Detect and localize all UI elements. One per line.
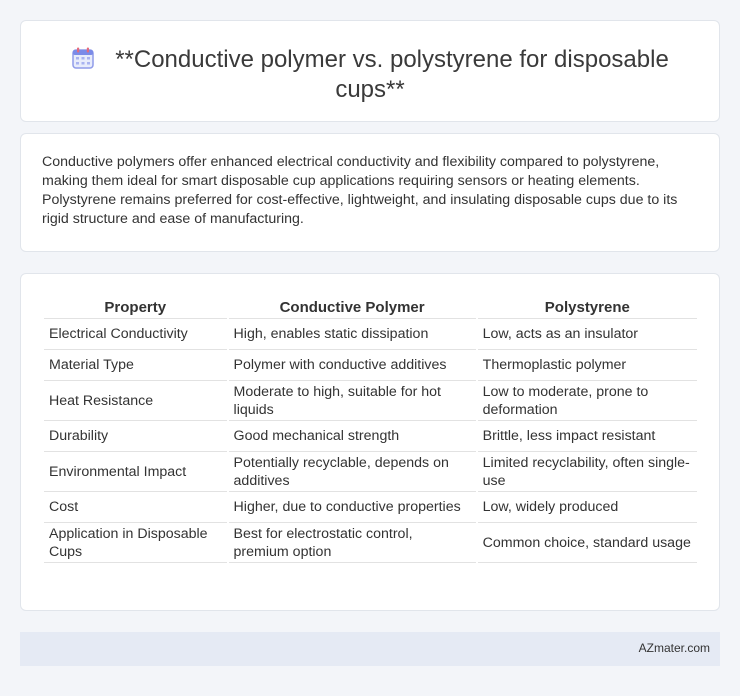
summary-text: Conductive polymers offer enhanced electrical conductivity and flexibility compared to polystyrene, making them ideal for smart disposable cup applications requiring sensors or heating elements. Polystyrene remains preferred for cost-effective, lightweight, and insulating disposable cups due to its rigid structure and ease of manufacturing. — [42, 154, 678, 227]
table-row — [44, 350, 697, 381]
table-row — [44, 452, 697, 492]
table-cell: Cost — [44, 492, 227, 523]
page-title: **Conductive polymer vs. polystyrene for disposable cups** — [115, 46, 669, 103]
table-cell: Common choice, standard usage — [478, 523, 697, 563]
table-cell: Brittle, less impact resistant — [478, 421, 697, 452]
table-row — [44, 421, 697, 452]
footer-bar — [20, 632, 720, 666]
table-cell: Electrical Conductivity — [44, 319, 227, 350]
table-cell: Application in Disposable Cups — [44, 523, 227, 563]
table-cell: Best for electrostatic control, premium option — [229, 523, 476, 563]
table-cell: Moderate to high, suitable for hot liquids — [229, 381, 476, 421]
table-row — [44, 319, 697, 350]
table-cell: Low to moderate, prone to deformation — [478, 381, 697, 421]
table-cell: Polymer with conductive additives — [229, 350, 476, 381]
summary-card — [20, 133, 720, 252]
column-header-polystyrene: Polystyrene — [478, 294, 697, 319]
table-cell: Good mechanical strength — [229, 421, 476, 452]
table-cell: Thermoplastic polymer — [478, 350, 697, 381]
table-cell: Heat Resistance — [44, 381, 227, 421]
table-row — [44, 381, 697, 421]
calendar-icon — [71, 46, 95, 70]
table-row — [44, 523, 697, 563]
column-header-conductive-polymer: Conductive Polymer — [229, 294, 476, 319]
page-title-wrap — [21, 45, 719, 105]
table-header-row — [44, 294, 697, 319]
table-cell: Limited recyclability, often single-use — [478, 452, 697, 492]
comparison-table — [42, 294, 699, 563]
table-cell: Low, acts as an insulator — [478, 319, 697, 350]
table-cell: Low, widely produced — [478, 492, 697, 523]
table-cell: Higher, due to conductive properties — [229, 492, 476, 523]
table-cell: Durability — [44, 421, 227, 452]
table-row — [44, 492, 697, 523]
table-cell: Material Type — [44, 350, 227, 381]
column-header-property: Property — [44, 294, 227, 319]
table-cell: Potentially recyclable, depends on additives — [229, 452, 476, 492]
footer-brand-link[interactable]: AZmater.com — [638, 641, 710, 655]
comparison-table-card — [20, 273, 720, 611]
table-cell: High, enables static dissipation — [229, 319, 476, 350]
table-cell: Environmental Impact — [44, 452, 227, 492]
title-card — [20, 20, 720, 122]
